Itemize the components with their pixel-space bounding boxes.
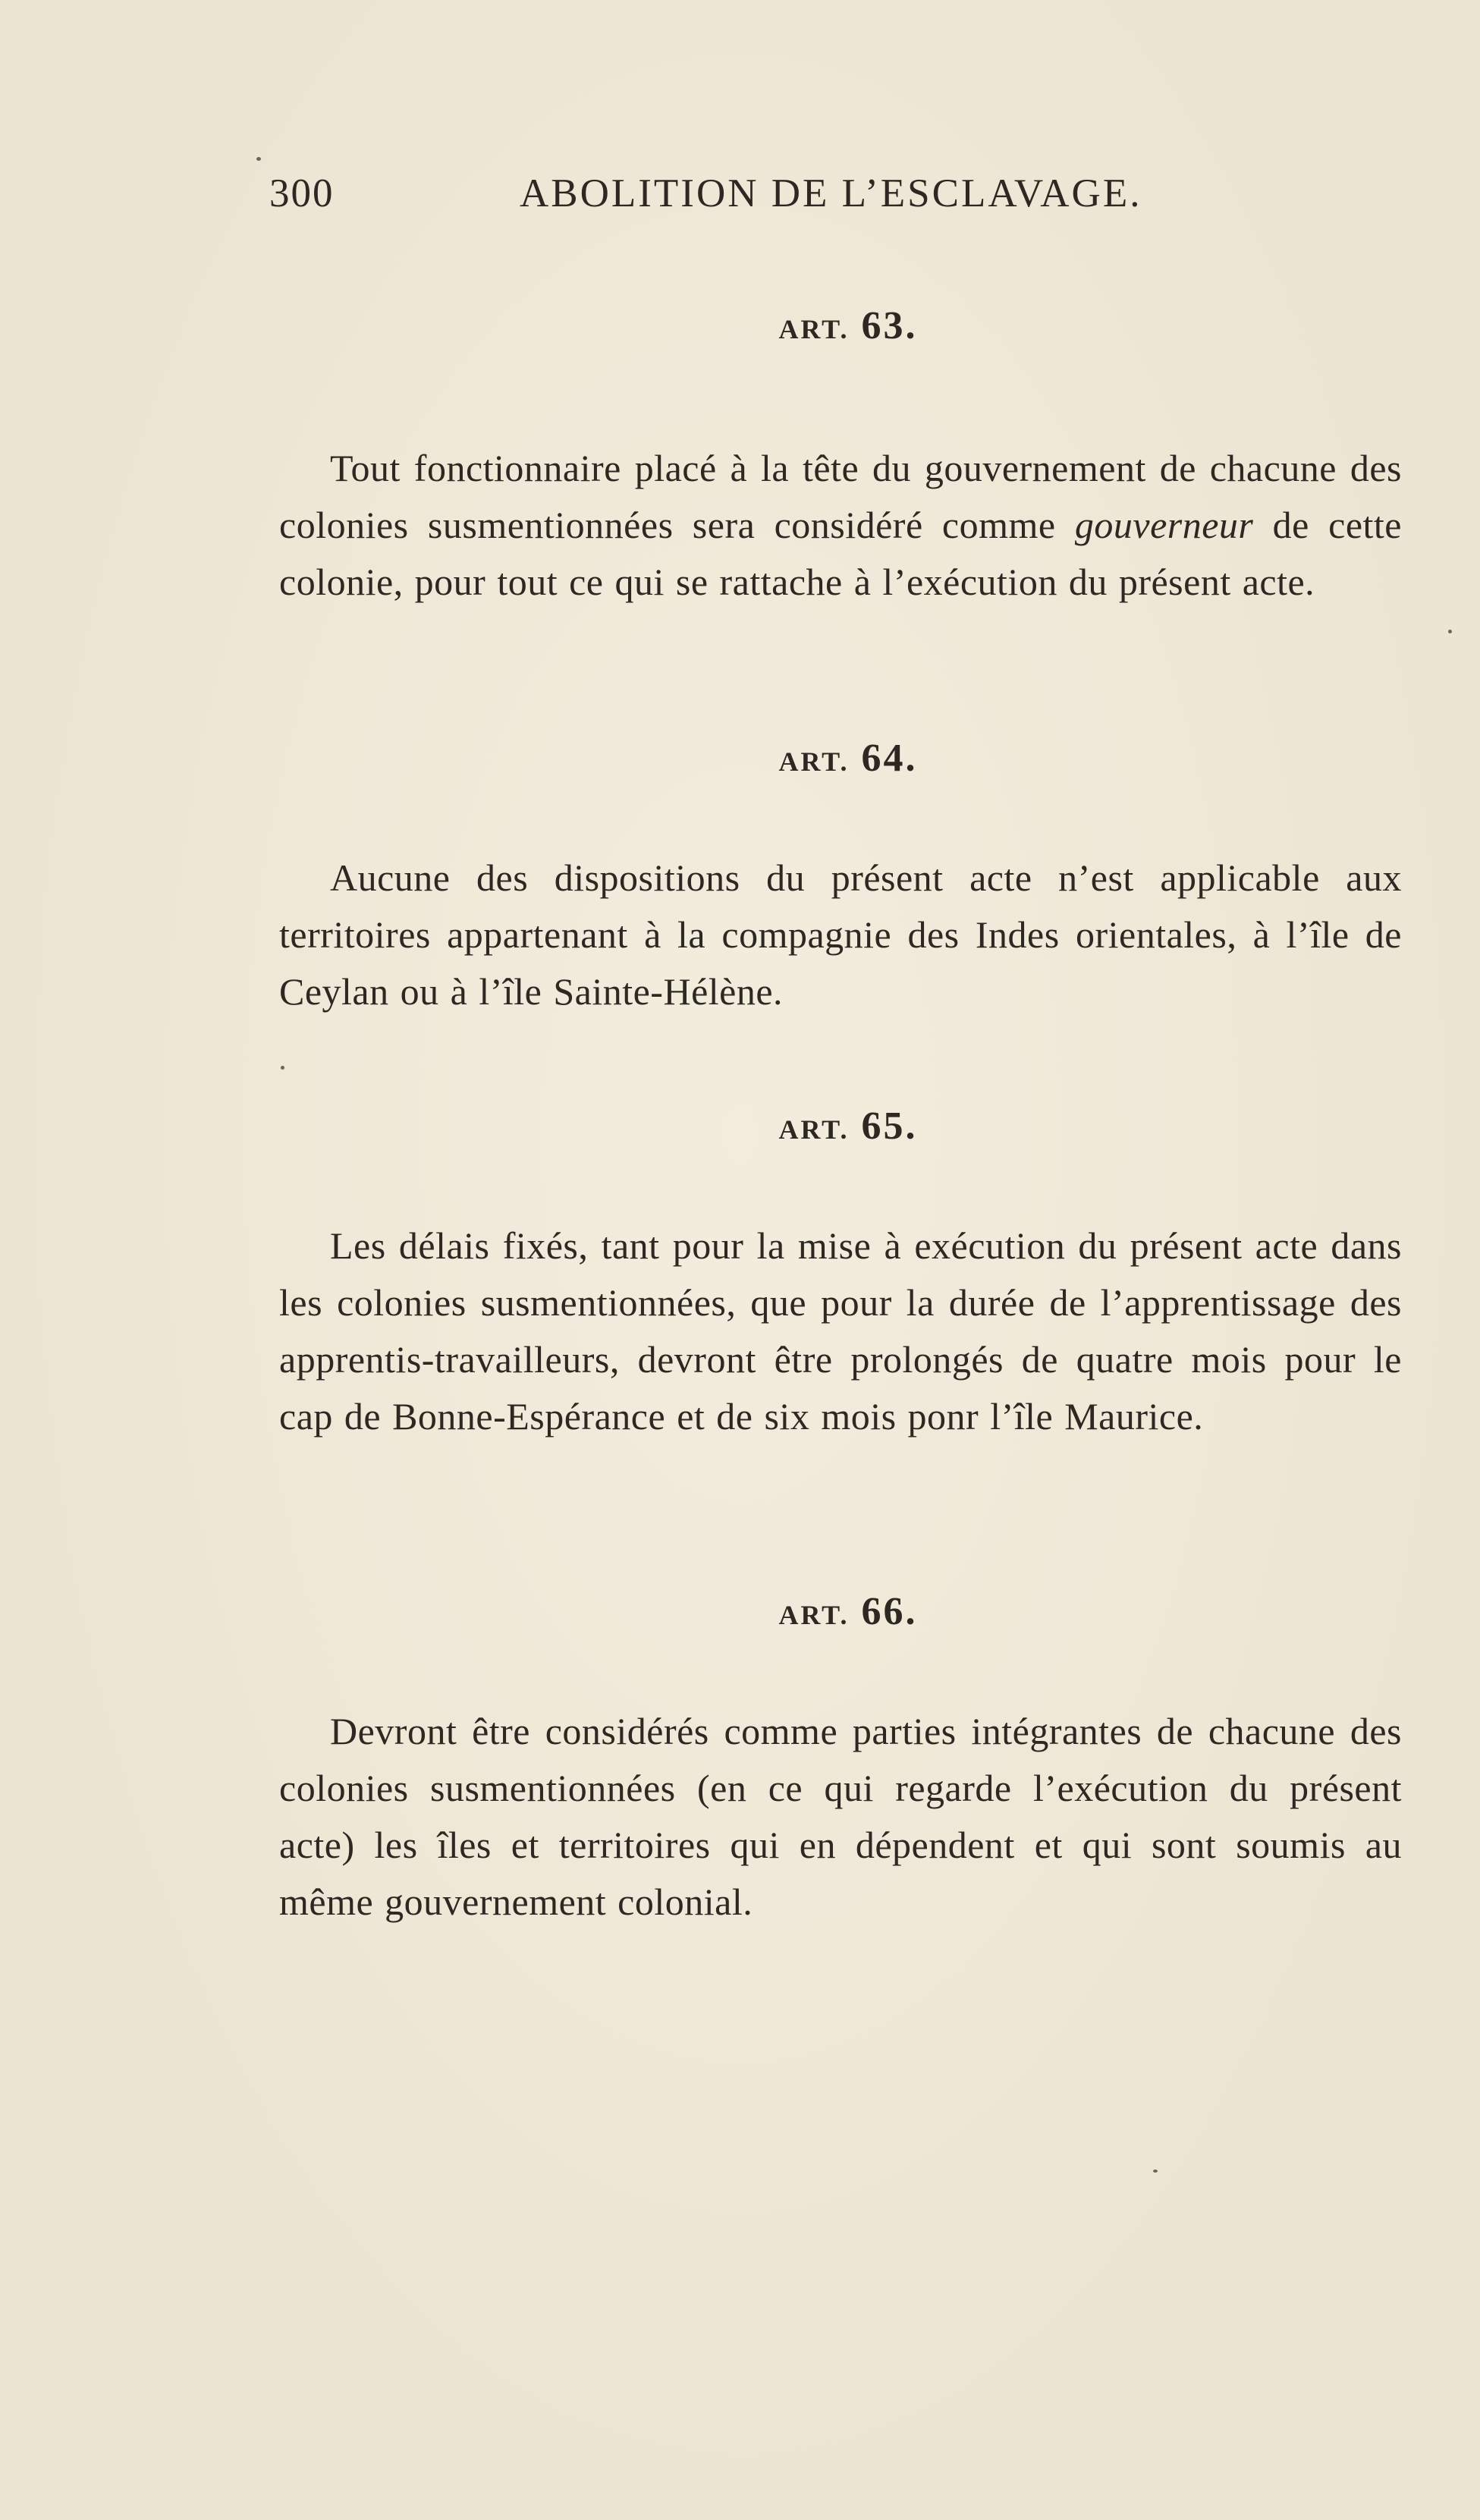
article-heading xyxy=(279,1585,1402,1639)
paper-speck xyxy=(1153,2170,1158,2173)
article-label: ART. xyxy=(778,746,850,777)
article-text-lead: Tout fonctionnaire placé à la tête du gouvernement de chacune des colonies susmentionnées sera considéré comme xyxy=(279,447,1402,546)
article-heading xyxy=(279,732,1402,785)
paper-speck xyxy=(281,1066,284,1070)
article-label: ART. xyxy=(778,1114,850,1145)
article-label: ART. xyxy=(778,314,850,344)
page-number: 300 xyxy=(269,171,335,215)
article-text: Aucune des dispositions du présent acte n’est applicable aux territoires appartenant à la compagnie des Indes orientales, à l’île de Ceylan ou à l’île Sainte-Hélène. xyxy=(279,856,1402,1013)
article-64 xyxy=(279,732,1402,1020)
article-label: ART. xyxy=(778,1600,850,1630)
article-text-italic: gouverneur xyxy=(1074,504,1254,546)
article-heading xyxy=(279,300,1402,353)
article-number: 65. xyxy=(861,1104,918,1148)
article-number: 64. xyxy=(861,737,918,780)
article-63 xyxy=(279,300,1402,611)
paper-speck xyxy=(256,157,261,161)
article-number: 66. xyxy=(861,1590,918,1633)
running-title: ABOLITION DE L’ESCLAVAGE. xyxy=(520,171,1142,215)
article-text xyxy=(279,440,1402,611)
article-text: Devront être considérés comme parties intégrantes de chacune des colonies susmentionnées (en ce qui regarde l’exécution du présent acte) les îles et territoires qui en dépendent et qui sont soumis au même gouvernement colonial. xyxy=(279,1710,1402,1923)
article-65 xyxy=(279,1100,1402,1445)
article-text: Les délais fixés, tant pour la mise à exécution du présent acte dans les colonies susmentionnées, que pour la durée de l’apprentissage des apprentis-travailleurs, devront être prolongés de quatre mois pour le cap de Bonne-Espérance et de six mois ponr l’île Maurice. xyxy=(279,1224,1402,1438)
article-66 xyxy=(279,1585,1402,1931)
running-head xyxy=(269,171,1180,224)
article-text-tail: de cette colonie, pour tout ce qui se rattache à l’exécution du présent acte. xyxy=(279,504,1402,603)
article-number: 63. xyxy=(861,304,918,347)
article-heading xyxy=(279,1100,1402,1153)
paper-speck xyxy=(1448,630,1452,633)
